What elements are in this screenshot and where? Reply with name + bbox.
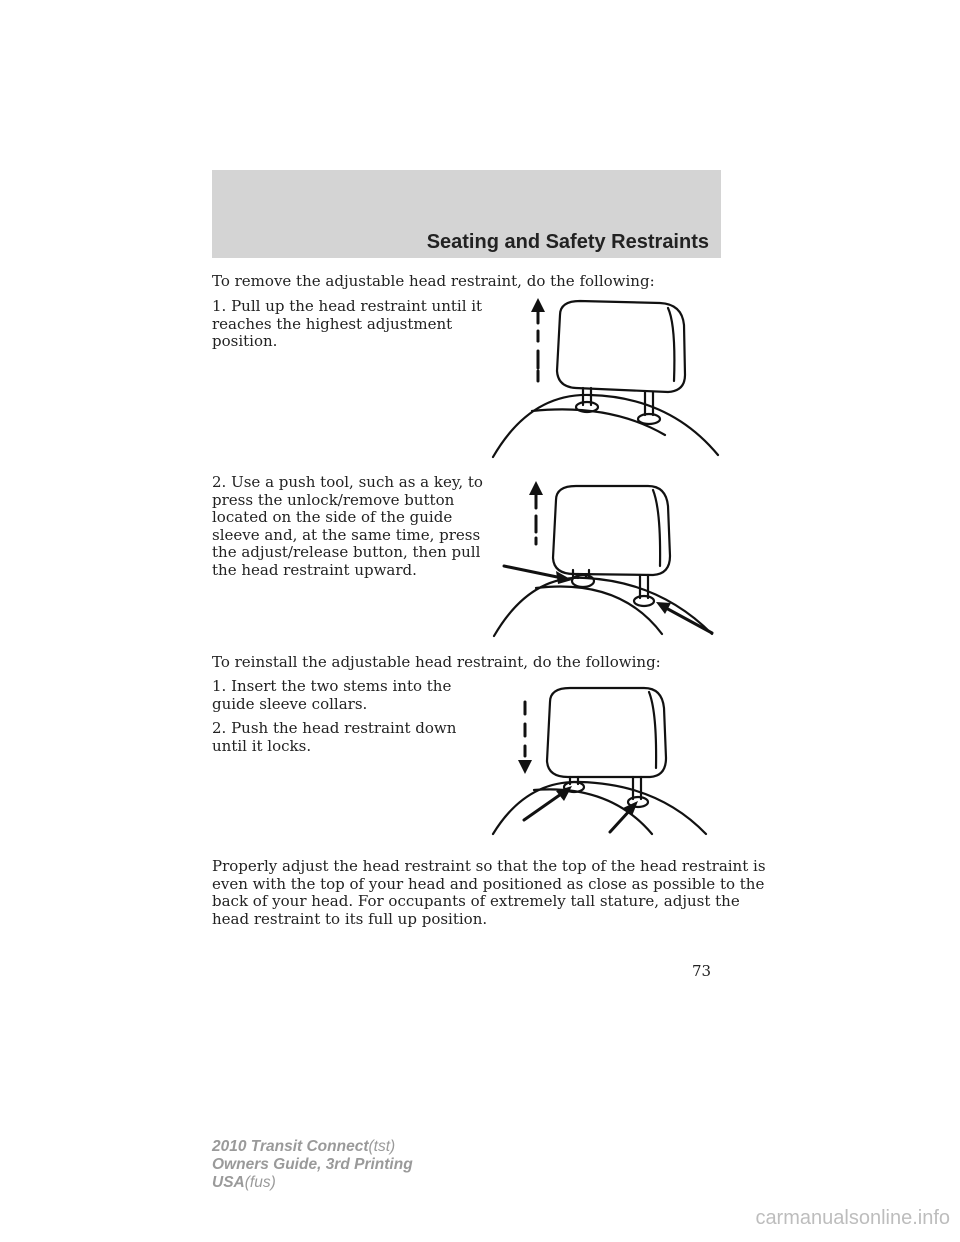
remove-intro: To remove the adjustable head restraint, do the following: xyxy=(212,272,655,290)
push-buttons-release-illustration xyxy=(490,478,720,638)
reinstall-step-2 xyxy=(212,720,456,755)
reinstall-intro: To reinstall the adjustable head restraint, do the following: xyxy=(212,653,661,671)
reinstall-step-1 xyxy=(212,678,451,713)
footer-imprint xyxy=(212,1138,413,1192)
text-line: reaches the highest adjustment xyxy=(212,314,453,333)
pull-up-headrest-illustration xyxy=(490,295,725,460)
footer-guide: Owners Guide, 3rd Printing xyxy=(212,1156,413,1173)
text-line: the adjust/release button, then pull xyxy=(212,543,481,561)
footer-market: USA xyxy=(212,1174,245,1191)
text-line: 2. Push the head restraint down xyxy=(212,719,457,737)
footer-market-code: (fus) xyxy=(244,1174,276,1191)
advice-paragraph xyxy=(212,858,766,928)
remove-step-2 xyxy=(212,474,483,579)
page-number: 73 xyxy=(692,962,712,980)
text-line: even with the top of your head and positioned as close as possible to the xyxy=(212,874,765,893)
footer-model-code: (tst) xyxy=(368,1138,396,1155)
text-line: 2. Use a push tool, such as a key, to xyxy=(212,473,483,491)
text-line: sleeve and, at the same time, press xyxy=(212,525,481,544)
section-title: Seating and Safety Restraints xyxy=(426,231,709,253)
text-line: the head restraint upward. xyxy=(212,560,417,579)
text-line: press the unlock/remove button xyxy=(212,490,455,509)
remove-step-1 xyxy=(212,298,482,351)
text-line: located on the side of the guide xyxy=(212,508,453,526)
text-line: position. xyxy=(212,332,278,350)
text-line: until it locks. xyxy=(212,736,312,755)
text-line: guide sleeve collars. xyxy=(212,694,368,713)
text-line: Properly adjust the head restraint so that the top of the head restraint is xyxy=(212,857,766,875)
text-line: 1. Insert the two stems into the xyxy=(212,677,452,695)
insert-push-down-illustration xyxy=(490,684,710,839)
footer-model: 2010 Transit Connect xyxy=(212,1138,369,1155)
text-line: 1. Pull up the head restraint until it xyxy=(212,297,483,315)
section-header-band xyxy=(212,170,721,258)
text-line: back of your head. For occupants of extremely tall stature, adjust the xyxy=(212,892,740,910)
text-line: head restraint to its full up position. xyxy=(212,909,488,928)
watermark-link[interactable]: carmanualsonline.info xyxy=(755,1207,950,1229)
